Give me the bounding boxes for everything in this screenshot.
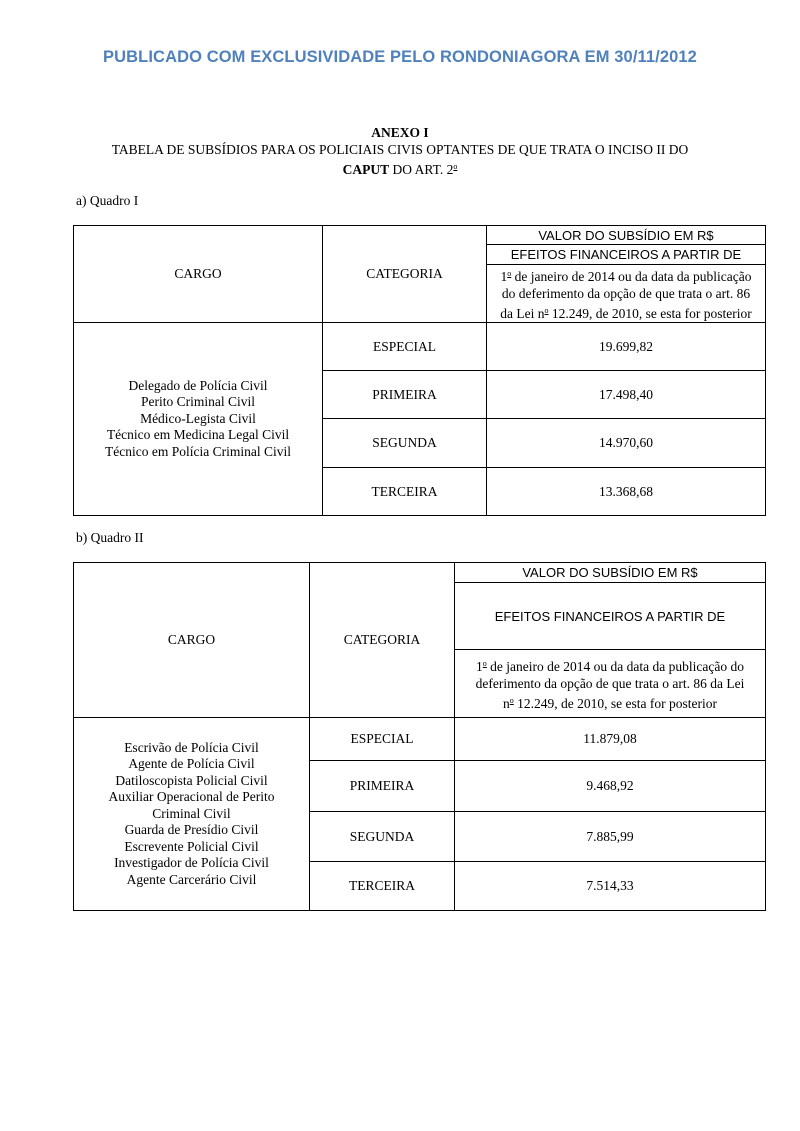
q1-header-cargo: CARGO (74, 226, 323, 323)
cargo-item: Agente de Polícia Civil (128, 756, 255, 772)
q2-header-cargo: CARGO (74, 563, 310, 718)
q1-periodo-c1: da Lei n (500, 306, 545, 321)
cargo-item: Técnico em Medicina Legal Civil (106, 427, 290, 443)
q1-periodo-line-a (487, 265, 765, 285)
q1-periodo-line-c (487, 302, 765, 322)
q2-periodo-line-a (455, 655, 765, 675)
q2-periodo-a-text: de janeiro de 2014 ou da data da publicação do (486, 659, 744, 674)
art-ref: DO ART. 2 (389, 162, 454, 177)
q2-categoria-cell: SEGUNDA (310, 812, 455, 862)
q1-header-efeitos: EFEITOS FINANCEIROS A PARTIR DE (487, 245, 766, 265)
cargo-item: Criminal Civil (152, 805, 231, 821)
q1-cargo-list (74, 323, 323, 516)
q1-periodo-c-sup: o (544, 306, 549, 315)
q2-header-efeitos: EFEITOS FINANCEIROS A PARTIR DE (455, 583, 766, 650)
q1-header-categoria: CATEGORIA (323, 226, 487, 323)
cargo-item: Delegado de Polícia Civil (128, 377, 268, 393)
q2-cargo-list (74, 718, 310, 911)
cargo-item: Perito Criminal Civil (141, 394, 255, 410)
ordinal-mark: o (453, 162, 458, 171)
q2-valor-cell: 7.514,33 (455, 862, 766, 911)
publication-banner: PUBLICADO COM EXCLUSIVIDADE PELO RONDONIAGORA EM 30/11/2012 (103, 48, 697, 66)
q1-periodo-a-text: de janeiro de 2014 ou da data da publicação (511, 269, 752, 284)
annex-title: ANEXO I (371, 125, 429, 140)
q1-categoria-cell: SEGUNDA (323, 419, 487, 468)
q1-valor-cell: 17.498,40 (487, 371, 766, 419)
q2-periodo-sup: o (482, 659, 487, 668)
cargo-item: Técnico em Polícia Criminal Civil (105, 443, 291, 459)
cargo-item: Investigador de Polícia Civil (114, 855, 269, 871)
q1-periodo-c2: 12.249, de 2010, se esta for posterior (548, 306, 752, 321)
q2-categoria-cell: TERCEIRA (310, 862, 455, 911)
q2-periodo-c2: 12.249, de 2010, se esta for posterior (513, 696, 717, 711)
q2-valor-cell: 9.468,92 (455, 761, 766, 812)
q1-valor-cell: 13.368,68 (487, 468, 766, 516)
caput-word: CAPUT (342, 162, 390, 177)
q2-categoria-cell: PRIMEIRA (310, 761, 455, 812)
q2-valor-cell: 11.879,08 (455, 718, 766, 761)
cargo-item: Escrivão de Polícia Civil (124, 739, 259, 755)
q2-periodo-c-sup: o (509, 696, 514, 705)
quadro-1-table (73, 225, 766, 516)
cargo-item: Médico-Legista Civil (140, 410, 256, 426)
cargo-item: Agente Carcerário Civil (126, 871, 257, 887)
cargo-item: Escrevente Policial Civil (124, 838, 259, 854)
q1-categoria-cell: ESPECIAL (323, 323, 487, 371)
q2-periodo-c1: n (503, 696, 510, 711)
q1-categoria-cell: TERCEIRA (323, 468, 487, 516)
cargo-item: Datiloscopista Policial Civil (115, 772, 268, 788)
cargo-item: Guarda de Presídio Civil (124, 822, 259, 838)
q1-valor-cell: 19.699,82 (487, 323, 766, 371)
q2-header-periodo (455, 650, 766, 718)
quadro-2-label: b) Quadro II (76, 530, 144, 545)
q1-periodo-line-b: do deferimento da opção de que trata o art. 86 (501, 286, 751, 301)
q2-header-categoria: CATEGORIA (310, 563, 455, 718)
q2-categoria-cell: ESPECIAL (310, 718, 455, 761)
cargo-item: Auxiliar Operacional de Perito (108, 789, 275, 805)
q2-periodo-line-b: deferimento da opção de que trata o art. 86 da Lei (475, 676, 745, 691)
annex-heading (60, 124, 740, 178)
quadro-2-table (73, 562, 766, 911)
q2-periodo-num: 1 (476, 659, 483, 674)
q1-periodo-sup: o (507, 269, 512, 278)
q2-periodo-line-c (455, 692, 765, 712)
q1-valor-cell: 14.970,60 (487, 419, 766, 468)
quadro-1-label: a) Quadro I (76, 193, 139, 208)
q2-header-valor: VALOR DO SUBSÍDIO EM R$ (455, 563, 766, 583)
q1-header-valor: VALOR DO SUBSÍDIO EM R$ (487, 226, 766, 245)
q1-periodo-num: 1 (500, 269, 508, 284)
annex-subtitle-line1: TABELA DE SUBSÍDIOS PARA OS POLICIAIS CIVIS OPTANTES DE QUE TRATA O INCISO II DO (111, 142, 689, 157)
q2-valor-cell: 7.885,99 (455, 812, 766, 862)
annex-subtitle-line2 (60, 158, 740, 178)
q1-header-periodo (487, 265, 766, 323)
q1-categoria-cell: PRIMEIRA (323, 371, 487, 419)
